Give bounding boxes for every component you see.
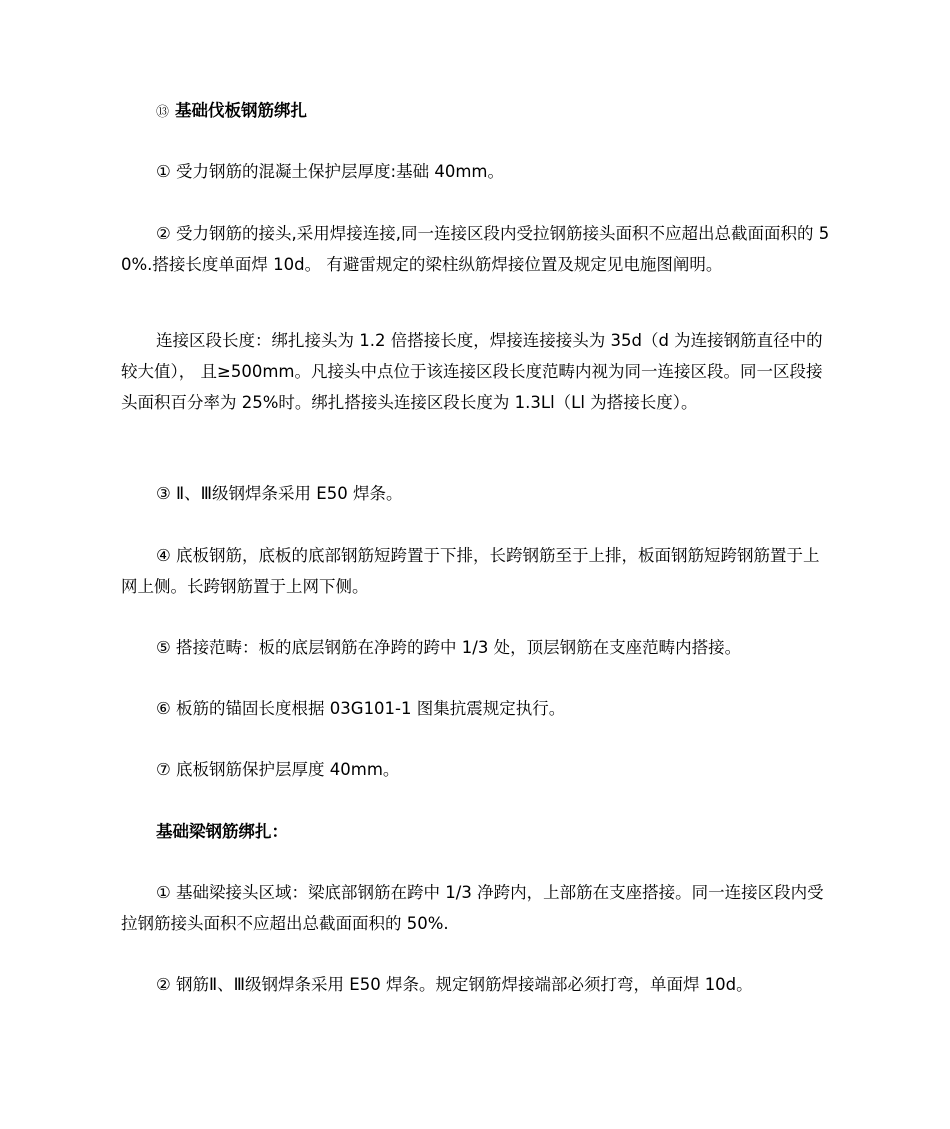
paragraph-electrode: ③ Ⅱ、Ⅲ级钢焊条采用 E50 焊条。	[156, 484, 403, 503]
paragraph-anchorage: ⑥ 板筋的锚固长度根据 03G101-1 图集抗震规定执行。	[156, 699, 566, 718]
paragraph-cover-thickness: ① 受力钢筋的混凝土保护层厚度:基础 40mm。	[156, 162, 504, 181]
heading-number: ⑬	[156, 105, 170, 120]
paragraph-beam-joint-zone: ① 基础梁接头区域：梁底部钢筋在跨中 1/3 净跨内，上部筋在支座搭接。同一连接区段内受拉钢筋接头面积不应超出总截面面积的 50%.	[121, 883, 824, 933]
section-heading-beam-rebar: 基础梁钢筋绑扎：	[156, 822, 288, 841]
section-heading-raft-rebar	[121, 95, 836, 128]
paragraph-connection-zone: 连接区段长度：绑扎接头为 1.2 倍搭接长度，焊接连接接头为 35d（d 为连接钢筋直径中的较大值）， 且≥500mm。凡接头中点位于该连接区段长度范畴内视为同一连接区段。同一区段接头面积百分率为 25%时。绑扎搭接头连接区段长度为 1.3Ll（Ll 为搭接长度）。	[121, 331, 823, 412]
heading-text: 基础伐板钢筋绑扎	[175, 101, 308, 120]
paragraph-beam-electrode: ② 钢筋Ⅱ、Ⅲ级钢焊条采用 E50 焊条。规定钢筋焊接端部必须打弯，单面焊 10d。	[156, 975, 753, 994]
paragraph-bottom-slab-rebar: ④ 底板钢筋，底板的底部钢筋短跨置于下排，长跨钢筋至于上排，板面钢筋短跨钢筋置于上网上侧。长跨钢筋置于上网下侧。	[121, 546, 820, 596]
paragraph-lap-range: ⑤ 搭接范畴：板的底层钢筋在净跨的跨中 1/3 处，顶层钢筋在支座范畴内搭接。	[156, 638, 742, 657]
paragraph-slab-cover: ⑦ 底板钢筋保护层厚度 40mm。	[156, 760, 400, 779]
paragraph-joint-welding: ② 受力钢筋的接头,采用焊接连接,同一连接区段内受拉钢筋接头面积不应超出总截面面积的 50%.搭接长度单面焊 10d。 有避雷规定的梁柱纵筋焊接位置及规定见电施图阐明。	[121, 224, 830, 274]
